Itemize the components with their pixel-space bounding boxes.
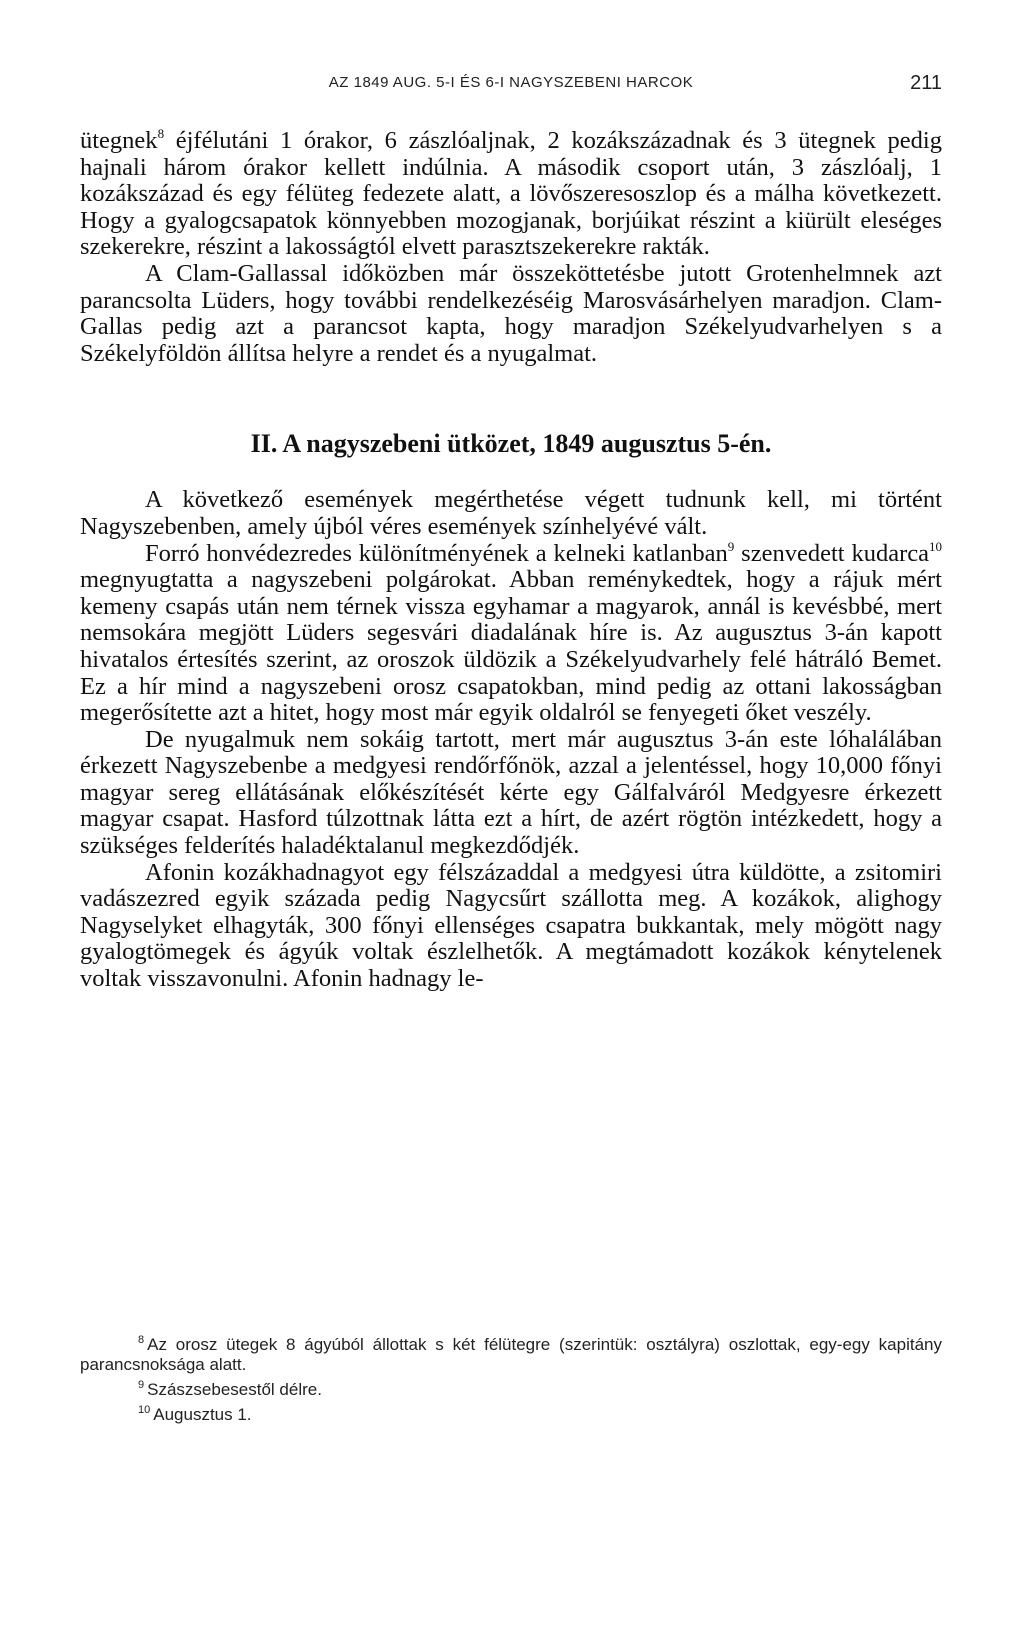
paragraph-3: A következő események megérthetése végett tudnunk kell, mi történt Nagyszebenben, amely újból véres események színhelyévé vált. [80,486,942,540]
paragraph-2: A Clam-Gallassal időközben már összeköttetésbe jutott Grotenhelmnek azt parancsolta Lüders, hogy további rendelkezéséig Marosvásárhelyen maradjon. Clam-Gallas pedig azt a parancsot kapta, hogy maradjon Székelyudvarhelyen s a Székelyföldön állítsa helyre a rendet és a nyugalmat. [80,259,942,367]
footnotes [80,1330,942,1425]
footnote-text: Az orosz ütegek 8 ágyúból állottak s két félütegre (szerintük: osztályra) oszlottak, egy-egy kapitány parancsnoksága alatt. [80,1335,942,1374]
paragraph-6: Afonin kozákhadnagyot egy félszázaddal a medgyesi útra küldötte, a zsitomiri vadászezred egyik százada pedig Nagycsűrt szállotta meg. A kozákok, alighogy Nagyselyket elhagyták, 300 főnyi ellenséges csapatra bukkantak, mely mögött nagy gyalogtömegek és ágyúk voltak észlelhetők. A megtámadott kozákok kénytelenek voltak visszavonulni. Afonin hadnagy le- [80,858,942,993]
footnote-9 [80,1375,942,1400]
page-number: 211 [910,72,942,94]
footnote-ref-10: 10 [929,538,942,554]
footnote-marker: 10 [138,1404,151,1416]
footnote-marker: 9 [138,1379,145,1391]
paragraph-4-start: Forró honvédezredes különítményének a kelneki katlanban [145,539,728,567]
footnote-marker: 8 [138,1334,145,1346]
body-text [80,128,942,993]
footnote-text: Szászsebesestől délre. [147,1380,322,1399]
footnote-text: Augusztus 1. [153,1405,252,1424]
page-header [80,68,942,98]
footnote-ref-8: 8 [157,126,165,141]
paragraph-1 [80,128,942,261]
paragraph-1-start: ütegnek [80,127,158,154]
footnote-10 [80,1400,942,1425]
footnote-ref-9: 9 [727,538,735,554]
section-heading: II. A nagyszebeni ütközet, 1849 augusztus 5-én. [250,429,772,459]
paragraph-4-middle: szenvedett kudarca [734,539,929,567]
running-head: AZ 1849 AUG. 5-I ÉS 6-I NAGYSZEBENI HARCOK [328,74,694,91]
paragraph-5: De nyugalmuk nem sokáig tartott, mert már augusztus 3-án este lóhalálában érkezett Nagyszebenbe a medgyesi rendőrfőnök, azzal a jelentéssel, hogy 10,000 főnyi magyar sereg ellátásának előkészítését kérte egy Gálfalváról Medgyesre érkezett magyar csapat. Hasford túlzottnak látta ezt a hírt, de azért rögtön intézkedett, hogy a szükséges felderítés haladéktalanul megkezdődjék. [80,725,942,860]
footnote-8 [80,1330,942,1375]
paragraph-4 [80,538,942,727]
paragraph-1-rest: éjfélutáni 1 órakor, 6 zászlóaljnak, 2 kozákszázadnak és 3 ütegnek pedig hajnali három órakor kellett indúlnia. A második csoport után, 3 zászlóalj, 1 kozákszázad és egy félüteg fedezete alatt, a lövőszeresoszlop és a málha következett. Hogy a gyalogcsapatok könnyebben mozogjanak, borjúikat részint a kiürült eleséges szekerekre, részint a lakosságtól elvett parasztszekerekre rakták. [80,127,942,261]
paragraph-4-rest: megnyugtatta a nagyszebeni polgárokat. Abban reménykedtek, hogy a rájuk mért kemeny csapás után nem térnek vissza egyhamar a magyarok, annál is kevésbbé, mert nemsokára megjött Lüders segesvári diadalának híre is. Az augusztus 3-án kapott hivatalos értesítés szerint, az oroszok üldözik a Székelyudvarhely felé hátráló Bemet. Ez a hír mind a nagyszebeni orosz csapatokban, mind pedig az ottani lakosságban megerősítette azt a hitet, hogy most már egyik oldalról se fenyegeti őket veszély. [80,566,942,727]
